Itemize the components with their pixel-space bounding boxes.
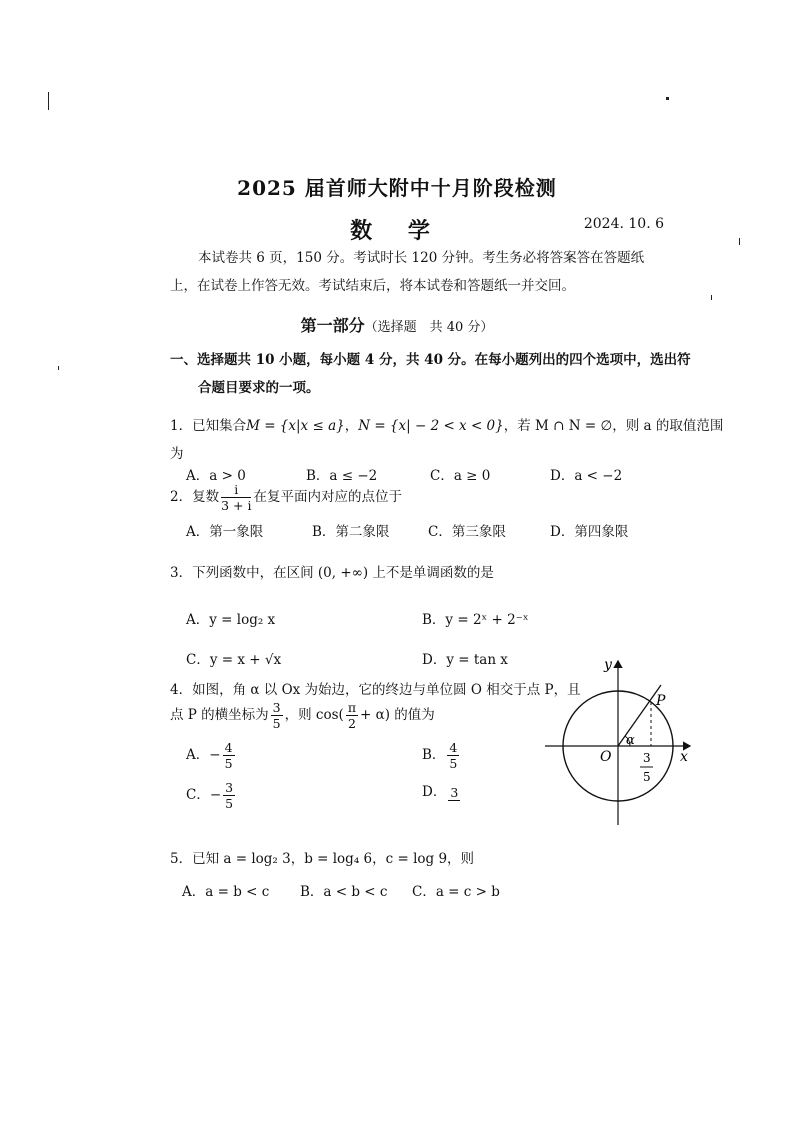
x-axis-label: x — [680, 749, 688, 765]
q4-option-a-fraction — [223, 740, 235, 771]
q3-option-b: B．y = 2ˣ + 2⁻ˣ — [422, 612, 529, 628]
q4-option-c — [186, 780, 237, 811]
q4-option-b-label: B． — [422, 747, 446, 763]
subject-title: 数 学 — [350, 218, 444, 244]
q2-rest: 在复平面内对应的点位于 — [253, 489, 402, 505]
q5-option-a: A．a = b < c — [182, 884, 270, 900]
q4-option-b-den: 5 — [449, 756, 458, 771]
q1-set-m: M = {x|x ≤ a} — [246, 418, 345, 434]
q4-option-c-den: 5 — [225, 796, 234, 811]
q4-option-d-num: 3 — [450, 784, 459, 800]
section-line-2: 合题目要求的一项。 — [198, 380, 320, 396]
q2-option-b: B．第二象限 — [312, 524, 390, 540]
question-1-tail: 为 — [170, 446, 184, 462]
q1-condition: ，若 M ∩ N = ∅，则 a 的取值范围 — [503, 418, 724, 434]
exam-instructions: 本试卷共 6 页，150 分。考试时长 120 分钟。考生务必将答案答在答题纸上，在试卷上作答无效。考试结束后，将本试卷和答题纸一并交回。 — [170, 250, 645, 294]
q4-option-b-num: 4 — [449, 740, 458, 755]
q5-option-c: C．a = c > b — [412, 884, 500, 900]
part-one-heading — [0, 313, 794, 336]
q2-option-a: A．第一象限 — [186, 524, 264, 540]
q4-numerator: 3 — [272, 700, 281, 715]
section-line-1: 一、选择题共 10 小题，每小题 4 分，共 40 分。在每小题列出的四个选项中，选出符 — [170, 352, 691, 368]
terminal-side — [618, 685, 661, 746]
q1-option-c: C．a ≥ 0 — [430, 468, 491, 484]
q4-option-a — [186, 740, 237, 771]
q5-option-b: B．a < b < c — [300, 884, 388, 900]
q1-option-d: D．a < −2 — [550, 468, 623, 484]
question-4-line-1: 4．如图，角 α 以 Ox 为始边，它的终边与单位圆 O 相交于点 P，且 — [170, 682, 581, 698]
q4-option-c-fraction — [223, 780, 235, 811]
question-3-stem: 3．下列函数中，在区间 (0, +∞) 上不是单调函数的是 — [170, 565, 494, 581]
q4-cos-close: + α) 的值为 — [360, 707, 435, 723]
scan-speck — [48, 92, 49, 110]
question-2-stem — [170, 482, 402, 513]
q4-option-d-label: D． — [422, 784, 447, 800]
unit-circle-figure — [540, 655, 700, 830]
q1-option-a: A．a > 0 — [186, 468, 246, 484]
part-one-title: 第一部分 — [300, 316, 365, 335]
q2-option-d: D．第四象限 — [550, 524, 629, 540]
point-p-label: P — [656, 693, 666, 709]
q2-fraction — [221, 482, 251, 513]
q1-separator: ， — [344, 418, 359, 434]
page-title: 2025 届首师大附中十月阶段检测 — [237, 176, 557, 200]
q4-option-c-label: C．− — [186, 787, 222, 803]
section-instructions — [170, 346, 691, 402]
q3-option-a: A．y = log₂ x — [186, 612, 276, 628]
question-1-stem — [170, 414, 723, 434]
q4-line2-lead: 点 P 的横坐标为 — [170, 707, 269, 723]
q4-option-a-den: 5 — [224, 756, 233, 771]
q4-option-b-fraction — [447, 740, 459, 771]
q4-option-a-num: 4 — [224, 740, 233, 755]
y-axis-label: y — [604, 657, 612, 673]
scan-speck — [666, 97, 669, 100]
q2-numerator: i — [221, 482, 251, 498]
q4-option-c-num: 3 — [225, 780, 234, 795]
exam-date: 2024. 10. 6 — [583, 216, 664, 232]
q1-lead: 1．已知集合 — [170, 418, 247, 434]
q3-option-d: D．y = tan x — [422, 652, 508, 668]
scan-speck — [58, 366, 59, 370]
q4-denominator: 5 — [272, 716, 281, 731]
q2-denominator: 3 + i — [221, 498, 252, 513]
question-4-line-2 — [170, 700, 435, 731]
q4-abscissa-fraction — [271, 700, 283, 731]
q4-option-d-fraction — [448, 785, 460, 801]
q2-option-c: C．第三象限 — [428, 524, 506, 540]
q3-option-c: C．y = x + √x — [186, 652, 282, 668]
question-5-stem: 5．已知 a = log₂ 3，b = log₄ 6，c = log 9，则 — [170, 851, 475, 867]
q1-set-n: N = {x| − 2 < x < 0} — [358, 418, 504, 434]
q4-option-b — [422, 740, 461, 771]
q2-lead: 2．复数 — [170, 489, 220, 505]
q4-option-d — [422, 780, 462, 801]
fig-frac-den: 5 — [643, 770, 651, 784]
q4-pi-denominator: 2 — [347, 716, 356, 731]
q1-option-b: B．a ≤ −2 — [306, 468, 378, 484]
q4-option-a-label: A．− — [186, 747, 221, 763]
q4-pi-numerator: π — [347, 700, 357, 715]
origin-label: O — [600, 749, 612, 765]
angle-alpha-label: α — [626, 733, 635, 748]
q4-pi-fraction — [346, 700, 358, 731]
fig-frac-num: 3 — [643, 751, 651, 765]
q4-cos-open: ，则 cos( — [284, 707, 344, 723]
part-one-subtitle: （选择题 共 40 分） — [364, 320, 494, 335]
scan-speck — [711, 295, 712, 300]
